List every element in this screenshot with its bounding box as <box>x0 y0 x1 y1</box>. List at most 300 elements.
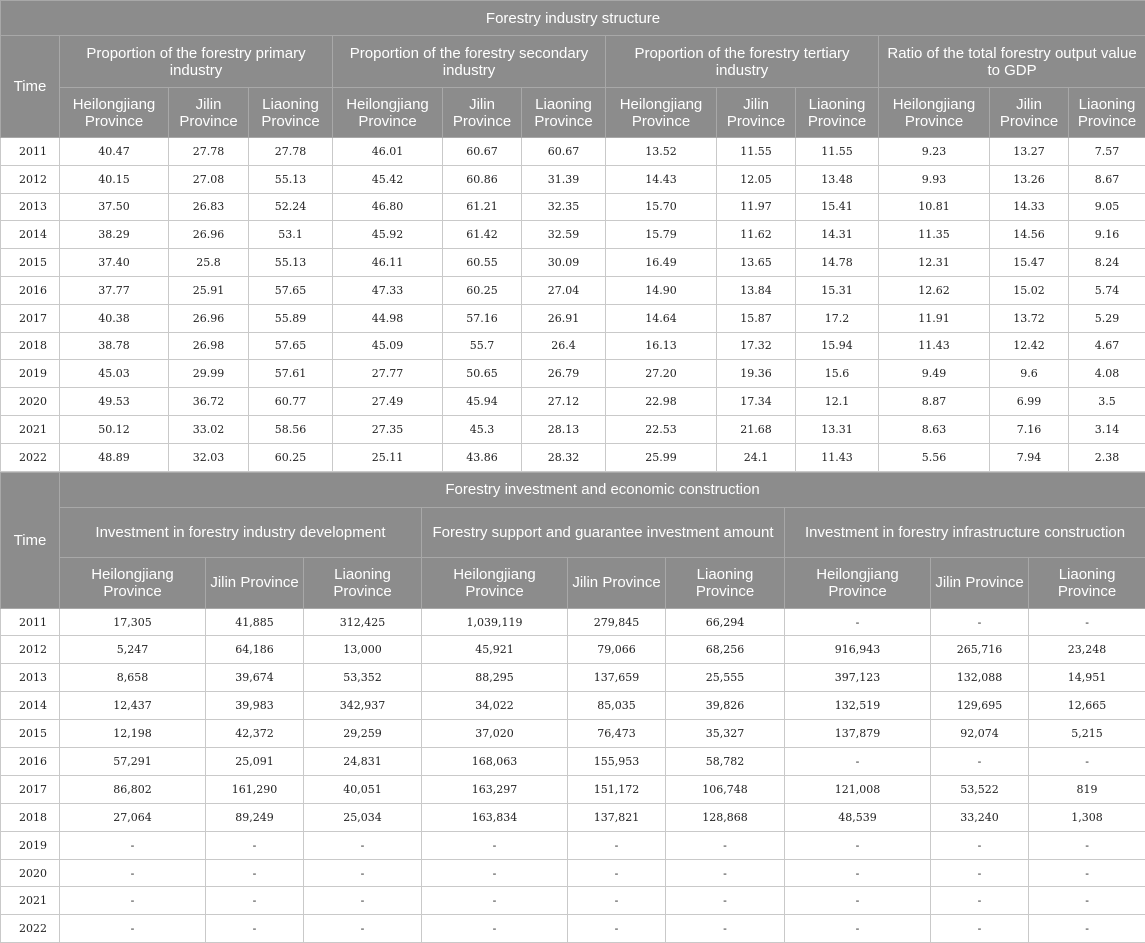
value-cell: 8.87 <box>879 388 990 416</box>
value-cell: 57.65 <box>249 276 333 304</box>
value-cell: - <box>568 915 666 943</box>
value-cell: 26.4 <box>522 332 606 360</box>
value-cell: 58,782 <box>666 748 785 776</box>
value-cell: 49.53 <box>60 388 169 416</box>
province-header: Liaoning Province <box>1069 88 1145 138</box>
value-cell: 12.1 <box>796 388 879 416</box>
value-cell: 68,256 <box>666 636 785 664</box>
value-cell: 17.34 <box>717 388 796 416</box>
province-header: Heilongjiang Province <box>333 88 443 138</box>
value-cell: 64,186 <box>206 636 304 664</box>
value-cell: - <box>422 915 568 943</box>
value-cell: 47.33 <box>333 276 443 304</box>
value-cell: 1,039,119 <box>422 608 568 636</box>
value-cell: 27.78 <box>169 138 249 166</box>
value-cell: 265,716 <box>931 636 1029 664</box>
value-cell: 15.02 <box>990 276 1069 304</box>
value-cell: 5,215 <box>1029 720 1145 748</box>
value-cell: - <box>666 831 785 859</box>
value-cell: 14.43 <box>606 165 717 193</box>
value-cell: 29.99 <box>169 360 249 388</box>
value-cell: 58.56 <box>249 415 333 443</box>
value-cell: 26.96 <box>169 221 249 249</box>
value-cell: 45.92 <box>333 221 443 249</box>
value-cell: 85,035 <box>568 692 666 720</box>
value-cell: 7.94 <box>990 443 1069 471</box>
value-cell: - <box>304 831 422 859</box>
table-row <box>1 664 1145 692</box>
table2-time-header: Time <box>1 472 60 608</box>
value-cell: 45,921 <box>422 636 568 664</box>
table-row <box>1 720 1145 748</box>
value-cell: 28.32 <box>522 443 606 471</box>
table-row <box>1 276 1145 304</box>
value-cell: 60.55 <box>443 249 522 277</box>
year-cell: 2020 <box>1 388 60 416</box>
value-cell: 40.38 <box>60 304 169 332</box>
value-cell: 26.79 <box>522 360 606 388</box>
value-cell: 13.48 <box>796 165 879 193</box>
table2-body <box>1 608 1145 943</box>
province-header: Heilongjiang Province <box>422 557 568 608</box>
table-row <box>1 165 1145 193</box>
value-cell: - <box>1029 831 1145 859</box>
value-cell: 27.49 <box>333 388 443 416</box>
value-cell: 48.89 <box>60 443 169 471</box>
table-row <box>1 608 1145 636</box>
value-cell: 12.05 <box>717 165 796 193</box>
value-cell: 163,834 <box>422 803 568 831</box>
value-cell: - <box>666 859 785 887</box>
value-cell: 50.12 <box>60 415 169 443</box>
value-cell: - <box>785 831 931 859</box>
value-cell: - <box>206 859 304 887</box>
year-cell: 2018 <box>1 332 60 360</box>
value-cell: 22.98 <box>606 388 717 416</box>
value-cell: 11.97 <box>717 193 796 221</box>
table-row <box>1 138 1145 166</box>
year-cell: 2017 <box>1 304 60 332</box>
value-cell: 61.42 <box>443 221 522 249</box>
value-cell: 3.5 <box>1069 388 1145 416</box>
value-cell: 128,868 <box>666 803 785 831</box>
value-cell: 46.80 <box>333 193 443 221</box>
value-cell: 25,034 <box>304 803 422 831</box>
value-cell: 168,063 <box>422 748 568 776</box>
year-cell: 2014 <box>1 221 60 249</box>
value-cell: 155,953 <box>568 748 666 776</box>
year-cell: 2022 <box>1 915 60 943</box>
value-cell: 13.26 <box>990 165 1069 193</box>
value-cell: - <box>1029 608 1145 636</box>
value-cell: 9.93 <box>879 165 990 193</box>
value-cell: 12,198 <box>60 720 206 748</box>
year-cell: 2013 <box>1 193 60 221</box>
value-cell: 11.43 <box>879 332 990 360</box>
table-row <box>1 831 1145 859</box>
value-cell: 12.42 <box>990 332 1069 360</box>
value-cell: 33,240 <box>931 803 1029 831</box>
value-cell: 32.35 <box>522 193 606 221</box>
table-row <box>1 775 1145 803</box>
value-cell: 819 <box>1029 775 1145 803</box>
value-cell: 15.41 <box>796 193 879 221</box>
value-cell: 9.6 <box>990 360 1069 388</box>
value-cell: 60.77 <box>249 388 333 416</box>
value-cell: - <box>568 887 666 915</box>
year-cell: 2019 <box>1 831 60 859</box>
value-cell: 26.96 <box>169 304 249 332</box>
value-cell: 161,290 <box>206 775 304 803</box>
value-cell: 14.33 <box>990 193 1069 221</box>
value-cell: 129,695 <box>931 692 1029 720</box>
year-cell: 2012 <box>1 636 60 664</box>
province-header: Liaoning Province <box>1029 557 1145 608</box>
value-cell: 22.53 <box>606 415 717 443</box>
table-row <box>1 249 1145 277</box>
value-cell: - <box>931 608 1029 636</box>
year-cell: 2013 <box>1 664 60 692</box>
value-cell: - <box>304 859 422 887</box>
value-cell: - <box>785 915 931 943</box>
table2-group-support-guarantee: Forestry support and guarantee investment amount <box>422 507 785 557</box>
value-cell: 16.13 <box>606 332 717 360</box>
province-header: Liaoning Province <box>522 88 606 138</box>
value-cell: 39,983 <box>206 692 304 720</box>
value-cell: 35,327 <box>666 720 785 748</box>
value-cell: 40,051 <box>304 775 422 803</box>
value-cell: 15.31 <box>796 276 879 304</box>
value-cell: 12.62 <box>879 276 990 304</box>
value-cell: 86,802 <box>60 775 206 803</box>
value-cell: - <box>785 887 931 915</box>
value-cell: - <box>931 887 1029 915</box>
value-cell: 26.83 <box>169 193 249 221</box>
table-row <box>1 332 1145 360</box>
table1-group-secondary: Proportion of the forestry secondary industry <box>333 36 606 88</box>
value-cell: 2.38 <box>1069 443 1145 471</box>
table-row <box>1 304 1145 332</box>
value-cell: 137,659 <box>568 664 666 692</box>
table-row <box>1 748 1145 776</box>
value-cell: - <box>785 608 931 636</box>
value-cell: 37.77 <box>60 276 169 304</box>
value-cell: 8.24 <box>1069 249 1145 277</box>
value-cell: - <box>60 887 206 915</box>
table-row <box>1 692 1145 720</box>
value-cell: 11.35 <box>879 221 990 249</box>
table-row <box>1 803 1145 831</box>
value-cell: 55.13 <box>249 165 333 193</box>
value-cell: 60.67 <box>443 138 522 166</box>
value-cell: 14.56 <box>990 221 1069 249</box>
value-cell: 342,937 <box>304 692 422 720</box>
value-cell: 28.13 <box>522 415 606 443</box>
value-cell: - <box>1029 859 1145 887</box>
value-cell: 25,091 <box>206 748 304 776</box>
value-cell: 76,473 <box>568 720 666 748</box>
value-cell: 106,748 <box>666 775 785 803</box>
province-header: Heilongjiang Province <box>606 88 717 138</box>
value-cell: - <box>206 831 304 859</box>
value-cell: 53.1 <box>249 221 333 249</box>
value-cell: 55.13 <box>249 249 333 277</box>
value-cell: 25.8 <box>169 249 249 277</box>
value-cell: 21.68 <box>717 415 796 443</box>
province-header: Heilongjiang Province <box>785 557 931 608</box>
value-cell: 9.49 <box>879 360 990 388</box>
value-cell: 17.2 <box>796 304 879 332</box>
province-header: Heilongjiang Province <box>60 557 206 608</box>
value-cell: 8.67 <box>1069 165 1145 193</box>
year-cell: 2019 <box>1 360 60 388</box>
value-cell: 50.65 <box>443 360 522 388</box>
value-cell: 39,674 <box>206 664 304 692</box>
table1-time-header: Time <box>1 36 60 138</box>
value-cell: - <box>422 887 568 915</box>
value-cell: 27,064 <box>60 803 206 831</box>
value-cell: 17,305 <box>60 608 206 636</box>
year-cell: 2015 <box>1 720 60 748</box>
value-cell: - <box>666 915 785 943</box>
value-cell: 9.23 <box>879 138 990 166</box>
value-cell: 40.47 <box>60 138 169 166</box>
value-cell: 43.86 <box>443 443 522 471</box>
value-cell: 60.67 <box>522 138 606 166</box>
value-cell: 66,294 <box>666 608 785 636</box>
value-cell: 57.65 <box>249 332 333 360</box>
year-cell: 2014 <box>1 692 60 720</box>
table1-group-gdp-ratio: Ratio of the total forestry output value to GDP <box>879 36 1145 88</box>
table-row <box>1 415 1145 443</box>
value-cell: 3.14 <box>1069 415 1145 443</box>
value-cell: 57.16 <box>443 304 522 332</box>
province-header: Liaoning Province <box>666 557 785 608</box>
table-row <box>1 360 1145 388</box>
value-cell: 24.1 <box>717 443 796 471</box>
value-cell: 15.47 <box>990 249 1069 277</box>
value-cell: 1,308 <box>1029 803 1145 831</box>
value-cell: 45.03 <box>60 360 169 388</box>
value-cell: 27.04 <box>522 276 606 304</box>
value-cell: 55.89 <box>249 304 333 332</box>
value-cell: 48,539 <box>785 803 931 831</box>
table-row <box>1 443 1145 471</box>
value-cell: - <box>1029 887 1145 915</box>
value-cell: 57.61 <box>249 360 333 388</box>
value-cell: 132,088 <box>931 664 1029 692</box>
value-cell: 121,008 <box>785 775 931 803</box>
table2-group-industry-development: Investment in forestry industry development <box>60 507 422 557</box>
value-cell: 14.64 <box>606 304 717 332</box>
province-header: Liaoning Province <box>796 88 879 138</box>
value-cell: 19.36 <box>717 360 796 388</box>
year-cell: 2016 <box>1 748 60 776</box>
value-cell: 13.72 <box>990 304 1069 332</box>
province-header: Jilin Province <box>568 557 666 608</box>
value-cell: 32.03 <box>169 443 249 471</box>
value-cell: 25,555 <box>666 664 785 692</box>
value-cell: - <box>785 859 931 887</box>
value-cell: 6.99 <box>990 388 1069 416</box>
province-header: Liaoning Province <box>249 88 333 138</box>
value-cell: 15.70 <box>606 193 717 221</box>
value-cell: 25.99 <box>606 443 717 471</box>
value-cell: 36.72 <box>169 388 249 416</box>
value-cell: 27.78 <box>249 138 333 166</box>
value-cell: - <box>206 915 304 943</box>
value-cell: 13.27 <box>990 138 1069 166</box>
value-cell: 397,123 <box>785 664 931 692</box>
value-cell: 11.43 <box>796 443 879 471</box>
table-row <box>1 859 1145 887</box>
value-cell: 163,297 <box>422 775 568 803</box>
value-cell: 5.74 <box>1069 276 1145 304</box>
value-cell: 10.81 <box>879 193 990 221</box>
value-cell: 52.24 <box>249 193 333 221</box>
value-cell: 14.78 <box>796 249 879 277</box>
value-cell: 17.32 <box>717 332 796 360</box>
value-cell: - <box>1029 915 1145 943</box>
value-cell: 57,291 <box>60 748 206 776</box>
value-cell: 88,295 <box>422 664 568 692</box>
value-cell: - <box>1029 748 1145 776</box>
value-cell: 27.77 <box>333 360 443 388</box>
table-row <box>1 636 1145 664</box>
value-cell: - <box>568 831 666 859</box>
value-cell: 25.11 <box>333 443 443 471</box>
value-cell: 27.20 <box>606 360 717 388</box>
value-cell: 13.52 <box>606 138 717 166</box>
value-cell: 9.16 <box>1069 221 1145 249</box>
year-cell: 2012 <box>1 165 60 193</box>
value-cell: 916,943 <box>785 636 931 664</box>
year-cell: 2021 <box>1 887 60 915</box>
table1-group-primary: Proportion of the forestry primary industry <box>60 36 333 88</box>
value-cell: 12.31 <box>879 249 990 277</box>
value-cell: 45.94 <box>443 388 522 416</box>
value-cell: - <box>931 748 1029 776</box>
year-cell: 2016 <box>1 276 60 304</box>
value-cell: - <box>206 887 304 915</box>
value-cell: 46.11 <box>333 249 443 277</box>
value-cell: 4.08 <box>1069 360 1145 388</box>
value-cell: - <box>422 859 568 887</box>
value-cell: 7.57 <box>1069 138 1145 166</box>
value-cell: 132,519 <box>785 692 931 720</box>
value-cell: 11.91 <box>879 304 990 332</box>
value-cell: 13.31 <box>796 415 879 443</box>
value-cell: - <box>422 831 568 859</box>
value-cell: 29,259 <box>304 720 422 748</box>
value-cell: 45.3 <box>443 415 522 443</box>
value-cell: 9.05 <box>1069 193 1145 221</box>
value-cell: - <box>304 915 422 943</box>
value-cell: 60.25 <box>249 443 333 471</box>
value-cell: 27.08 <box>169 165 249 193</box>
value-cell: 14.31 <box>796 221 879 249</box>
value-cell: 34,022 <box>422 692 568 720</box>
value-cell: 79,066 <box>568 636 666 664</box>
province-header: Heilongjiang Province <box>879 88 990 138</box>
value-cell: 279,845 <box>568 608 666 636</box>
table1-body <box>1 138 1145 472</box>
value-cell: 11.62 <box>717 221 796 249</box>
value-cell: 60.86 <box>443 165 522 193</box>
year-cell: 2018 <box>1 803 60 831</box>
table2-title: Forestry investment and economic construction <box>60 472 1145 507</box>
province-header: Jilin Province <box>990 88 1069 138</box>
value-cell: 8,658 <box>60 664 206 692</box>
province-header: Jilin Province <box>931 557 1029 608</box>
value-cell: 45.42 <box>333 165 443 193</box>
value-cell: 61.21 <box>443 193 522 221</box>
value-cell: 16.49 <box>606 249 717 277</box>
value-cell: - <box>931 859 1029 887</box>
table-row <box>1 388 1145 416</box>
value-cell: 38.29 <box>60 221 169 249</box>
value-cell: 12,437 <box>60 692 206 720</box>
year-cell: 2017 <box>1 775 60 803</box>
value-cell: 11.55 <box>717 138 796 166</box>
value-cell: 33.02 <box>169 415 249 443</box>
value-cell: - <box>931 831 1029 859</box>
value-cell: - <box>931 915 1029 943</box>
value-cell: - <box>568 859 666 887</box>
value-cell: 4.67 <box>1069 332 1145 360</box>
value-cell: 44.98 <box>333 304 443 332</box>
table2-group-infrastructure: Investment in forestry infrastructure construction <box>785 507 1145 557</box>
value-cell: 46.01 <box>333 138 443 166</box>
value-cell: 23,248 <box>1029 636 1145 664</box>
province-header: Jilin Province <box>717 88 796 138</box>
value-cell: - <box>60 915 206 943</box>
province-header: Liaoning Province <box>304 557 422 608</box>
year-cell: 2011 <box>1 608 60 636</box>
forestry-investment-table <box>0 472 1145 943</box>
province-header: Jilin Province <box>169 88 249 138</box>
value-cell: 42,372 <box>206 720 304 748</box>
value-cell: 41,885 <box>206 608 304 636</box>
year-cell: 2011 <box>1 138 60 166</box>
value-cell: 39,826 <box>666 692 785 720</box>
year-cell: 2022 <box>1 443 60 471</box>
value-cell: 15.79 <box>606 221 717 249</box>
value-cell: 312,425 <box>304 608 422 636</box>
province-header: Jilin Province <box>206 557 304 608</box>
table-row <box>1 915 1145 943</box>
value-cell: 37.50 <box>60 193 169 221</box>
value-cell: 32.59 <box>522 221 606 249</box>
value-cell: - <box>785 748 931 776</box>
table1-title: Forestry industry structure <box>1 1 1145 36</box>
value-cell: 8.63 <box>879 415 990 443</box>
value-cell: 5.56 <box>879 443 990 471</box>
value-cell: 14.90 <box>606 276 717 304</box>
value-cell: 40.15 <box>60 165 169 193</box>
value-cell: - <box>304 887 422 915</box>
table-row <box>1 193 1145 221</box>
value-cell: 53,522 <box>931 775 1029 803</box>
value-cell: 55.7 <box>443 332 522 360</box>
province-header: Jilin Province <box>443 88 522 138</box>
value-cell: 38.78 <box>60 332 169 360</box>
value-cell: 27.12 <box>522 388 606 416</box>
value-cell: 60.25 <box>443 276 522 304</box>
table-row <box>1 221 1145 249</box>
value-cell: 45.09 <box>333 332 443 360</box>
value-cell: 14,951 <box>1029 664 1145 692</box>
